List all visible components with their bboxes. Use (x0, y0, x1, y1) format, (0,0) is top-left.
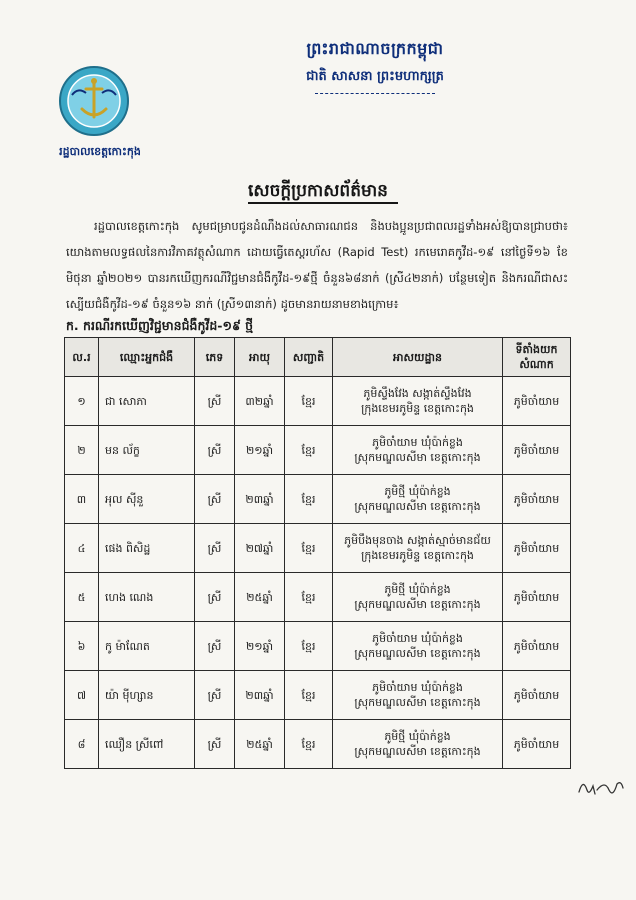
cell-nationality: ខ្មែរ (285, 622, 333, 671)
cell-age: ៣២ឆ្នាំ (235, 377, 285, 426)
cell-sample-site: ភូមិចាំយាម (503, 377, 571, 426)
title-underline (248, 202, 398, 204)
address-line-2: ស្រុកមណ្ឌលសីមា ខេត្តកោះកុង (354, 647, 481, 660)
cell-sample-site: ភូមិចាំយាម (503, 573, 571, 622)
cell-name: មន ល័ក្ខ (99, 426, 195, 475)
cell-number: ១ (65, 377, 99, 426)
cell-address (333, 377, 503, 426)
cell-nationality: ខ្មែរ (285, 426, 333, 475)
cell-sex: ស្រី (195, 573, 235, 622)
cell-number: ២ (65, 426, 99, 475)
header-address: អាសយដ្ឋាន (333, 338, 503, 377)
cell-number: ៧ (65, 671, 99, 720)
cell-sex: ស្រី (195, 524, 235, 573)
document-title: សេចក្តីប្រកាសព័ត៌មាន (248, 181, 388, 201)
cell-name: កូ ម៉ាណែត (99, 622, 195, 671)
cell-sample-site: ភូមិចាំយាម (503, 671, 571, 720)
cell-name: ជា សោភា (99, 377, 195, 426)
address-line-1: ភូមិចាំយាម ឃុំប៉ាក់ខ្លង (372, 681, 463, 694)
cell-age: ២៥ឆ្នាំ (235, 720, 285, 769)
cases-table (64, 337, 571, 769)
department-logo-icon (58, 65, 130, 137)
department-name: រដ្ឋបាលខេត្តកោះកុង (59, 145, 141, 158)
cell-address (333, 573, 503, 622)
cell-age: ២៣ឆ្នាំ (235, 671, 285, 720)
table-row (65, 671, 571, 720)
cell-sample-site: ភូមិចាំយាម (503, 720, 571, 769)
table-row (65, 475, 571, 524)
cell-number: ៨ (65, 720, 99, 769)
address-line-2: ក្រុងខេមរភូមិន្ទ ខេត្តកោះកុង (361, 402, 474, 415)
address-line-2: ក្រុងខេមរភូមិន្ទ ខេត្តកោះកុង (361, 549, 474, 562)
cell-address (333, 720, 503, 769)
cell-name: ឈឿន ស្រីពៅ (99, 720, 195, 769)
cell-age: ២១ឆ្នាំ (235, 426, 285, 475)
address-line-1: ភូមិចាំយាម ឃុំប៉ាក់ខ្លង (372, 436, 463, 449)
kingdom-heading: ព្រះរាជាណាចក្រកម្ពុជា (306, 39, 444, 58)
table-row (65, 622, 571, 671)
letterhead (250, 38, 500, 94)
address-line-1: ភូមិថ្មី ឃុំប៉ាក់ខ្លង (384, 583, 451, 596)
cell-sex: ស្រី (195, 377, 235, 426)
cell-nationality: ខ្មែរ (285, 377, 333, 426)
handwritten-signature-icon (575, 772, 627, 800)
cell-address (333, 524, 503, 573)
national-motto: ជាតិ សាសនា ព្រះមហាក្សត្រ (306, 69, 444, 84)
cell-sample-site: ភូមិចាំយាម (503, 622, 571, 671)
address-line-2: ស្រុកមណ្ឌលសីមា ខេត្តកោះកុង (354, 451, 481, 464)
cell-nationality: ខ្មែរ (285, 524, 333, 573)
cell-nationality: ខ្មែរ (285, 475, 333, 524)
cell-name: ហេង ណេង (99, 573, 195, 622)
cell-sex: ស្រី (195, 671, 235, 720)
address-line-1: ភូមិបឹងមុនចាង សង្កាត់ស្មាច់មានជ័យ (344, 534, 491, 547)
cell-number: ៥ (65, 573, 99, 622)
address-line-2: ស្រុកមណ្ឌលសីមា ខេត្តកោះកុង (354, 745, 481, 758)
cell-name: ផេង ពិសិដ្ឋ (99, 524, 195, 573)
table-row (65, 524, 571, 573)
header-age: អាយុ (235, 338, 285, 377)
cell-address (333, 671, 503, 720)
address-line-1: ភូមិថ្មី ឃុំប៉ាក់ខ្លង (384, 730, 451, 743)
cell-address (333, 475, 503, 524)
cell-age: ២៧ឆ្នាំ (235, 524, 285, 573)
header-number: ល.រ (65, 338, 99, 377)
header-patient-name: ឈ្មោះអ្នកជំងឺ (99, 338, 195, 377)
address-line-2: ស្រុកមណ្ឌលសីមា ខេត្តកោះកុង (354, 696, 481, 709)
announcement-paragraph: រដ្ឋបាលខេត្តកោះកុង សូមជម្រាបជូនដំណឹងដល់សាធារណជន និងបងប្អូនប្រជាពលរដ្ឋទាំងអស់ឱ្យបានជ្រាបថា៖ យោងតាមលទ្ធផលនៃការវិភាគវត្ថុសំណាក ដោយធ្វើតេស្តរហ័ស (Rapid Test) រកមេរោគកូវីដ-១៩ នៅថ្ងៃទី១៦ ខែមិថុនា ឆ្នាំ២០២១ បានរកឃើញករណីវិជ្ជមានជំងឺកូវីដ-១៩ថ្មី ចំនួន៦៨នាក់ (ស្រី៤២នាក់) បន្ថែមទៀត និងករណីជាសះស្បើយជំងឺកូវីដ-១៩ ចំនួន១៦ នាក់ (ស្រី១៣នាក់) ដូចមានរាយនាមខាងក្រោម៖ (66, 219, 568, 311)
cell-nationality: ខ្មែរ (285, 720, 333, 769)
section-title: ក. ករណីរកឃើញវិជ្ជមានជំងឺកូវីដ-១៩ ថ្មី (66, 318, 254, 333)
address-line-1: ភូមិស្ទឹងវែង សង្កាត់ស្ទឹងវែង (363, 387, 472, 400)
address-line-1: ភូមិថ្មី ឃុំប៉ាក់ខ្លង (384, 485, 451, 498)
cell-sex: ស្រី (195, 475, 235, 524)
cell-sample-site: ភូមិចាំយាម (503, 524, 571, 573)
header-sex: ភេទ (195, 338, 235, 377)
cell-nationality: ខ្មែរ (285, 671, 333, 720)
address-line-1: ភូមិចាំយាម ឃុំប៉ាក់ខ្លង (372, 632, 463, 645)
cell-age: ២១ឆ្នាំ (235, 622, 285, 671)
cell-number: ៤ (65, 524, 99, 573)
cell-age: ២៥ឆ្នាំ (235, 573, 285, 622)
address-line-2: ស្រុកមណ្ឌលសីមា ខេត្តកោះកុង (354, 598, 481, 611)
table-row (65, 426, 571, 475)
table-row (65, 573, 571, 622)
cell-name: អុល ស៊ីនួ (99, 475, 195, 524)
cell-sex: ស្រី (195, 622, 235, 671)
cell-number: ៣ (65, 475, 99, 524)
table-row (65, 377, 571, 426)
cell-address (333, 622, 503, 671)
cell-name: យ៉ា ម៉ីហ្សាន (99, 671, 195, 720)
cell-address (333, 426, 503, 475)
header-sample-site: ទីតាំងយកសំណាក (503, 338, 571, 377)
cell-sample-site: ភូមិចាំយាម (503, 426, 571, 475)
table-header-row (65, 338, 571, 377)
address-line-2: ស្រុកមណ្ឌលសីមា ខេត្តកោះកុង (354, 500, 481, 513)
cell-sex: ស្រី (195, 426, 235, 475)
cell-number: ៦ (65, 622, 99, 671)
cell-age: ២៣ឆ្នាំ (235, 475, 285, 524)
header-nationality: សញ្ជាតិ (285, 338, 333, 377)
cell-sample-site: ភូមិចាំយាម (503, 475, 571, 524)
cell-sex: ស្រី (195, 720, 235, 769)
cell-nationality: ខ្មែរ (285, 573, 333, 622)
motto-divider (315, 93, 435, 94)
table-row (65, 720, 571, 769)
